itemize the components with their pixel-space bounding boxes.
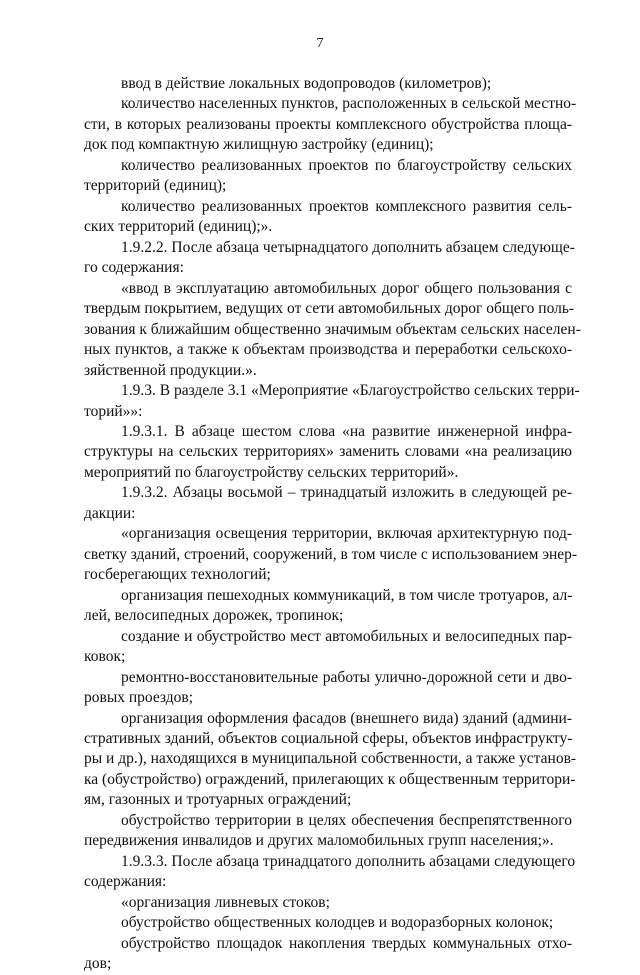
text-line: зяйственной продукции.». <box>84 361 257 379</box>
text-line: организация оформления фасадов (внешнего вида) зданий (админи- <box>121 709 572 727</box>
text-line: «организация освещения территории, включая архитектурную под- <box>121 525 572 543</box>
text-line: го содержания: <box>84 259 184 277</box>
text-line: содержания: <box>84 873 167 891</box>
text-line: обустройство территории в целях обеспечения беспрепятственного <box>121 811 572 829</box>
text-line: 1.9.2.2. После абзаца четырнадцатого дополнить абзацем следующе- <box>121 238 575 256</box>
text-line: «ввод в эксплуатацию автомобильных дорог общего пользования с <box>121 279 572 297</box>
text-line: структуры на сельских территориях» заменить словами «на реализацию <box>84 443 572 461</box>
text-line: ровых проездов; <box>84 689 194 707</box>
text-line: ских территорий (единиц);». <box>84 218 273 236</box>
text-line: 1.9.3.2. Абзацы восьмой – тринадцатый изложить в следующей ре- <box>121 484 572 502</box>
text-line: ных пунктов, а также к объектам производства и переработки сельскохо- <box>84 341 572 359</box>
text-line: ка (обустройство) ограждений, прилегающих к общественным территори- <box>84 770 576 788</box>
text-line: ям, газонных и тротуарных ограждений; <box>84 791 352 809</box>
page-number: 7 <box>316 36 324 51</box>
text-line: стративных зданий, объектов социальной сферы, объектов инфраструкту- <box>84 730 573 747</box>
text-line: сти, в которых реализованы проекты комплексного обустройства площа- <box>84 115 572 133</box>
text-line: территорий (единиц); <box>84 177 227 195</box>
text-line: док под компактную жилищную застройку (единиц); <box>84 136 434 154</box>
text-line: ввод в действие локальных водопроводов (километров); <box>121 75 492 92</box>
text-line: обустройство площадок накопления твердых коммунальных отхо- <box>121 934 572 952</box>
text-line: лей, велосипедных дорожек, тропинок; <box>84 607 344 625</box>
text-line: торий»»: <box>84 402 143 420</box>
text-line: зования к ближайшим общественно значимым объектам сельских населен- <box>84 320 581 338</box>
text-line: количество реализованных проектов по благоустройству сельских <box>121 156 572 174</box>
text-line: ковок; <box>84 648 126 666</box>
text-line: «организация ливневых стоков; <box>121 893 330 911</box>
text-line: 1.9.3.3. После абзаца тринадцатого дополнить абзацами следующего <box>121 852 576 870</box>
text-line: 1.9.3.1. В абзаце шестом слова «на развитие инженерной инфра- <box>121 422 572 440</box>
text-line: ремонтно-восстановительные работы улично-дорожной сети и дво- <box>121 668 572 686</box>
text-line: светку зданий, строений, сооружений, в том числе с использованием энер- <box>84 545 578 563</box>
text-line: ры и др.), находящихся в муниципальной собственности, а также установ- <box>84 750 577 768</box>
body-text <box>84 74 581 975</box>
text-line: дов; <box>84 955 112 973</box>
text-line: создание и обустройство мест автомобильных и велосипедных пар- <box>121 627 572 645</box>
text-line: организация пешеходных коммуникаций, в том числе тротуаров, ал- <box>121 586 573 604</box>
text-line: госберегающих технологий; <box>84 566 271 584</box>
text-line: передвижения инвалидов и других маломобильных групп населения;». <box>84 832 554 850</box>
text-line: количество населенных пунктов, расположенных в сельской местно- <box>121 95 577 113</box>
text-line: дакции: <box>84 504 136 522</box>
text-line: 1.9.3. В разделе 3.1 «Мероприятие «Благоустройство сельских терри- <box>121 382 580 400</box>
text-line: обустройство общественных колодцев и водоразборных колонок; <box>121 914 554 932</box>
text-line: количество реализованных проектов комплексного развития сель- <box>121 197 572 215</box>
text-line: мероприятий по благоустройству сельских территорий». <box>84 463 459 481</box>
text-line: твердым покрытием, ведущих от сети автомобильных дорог общего поль- <box>84 300 575 318</box>
